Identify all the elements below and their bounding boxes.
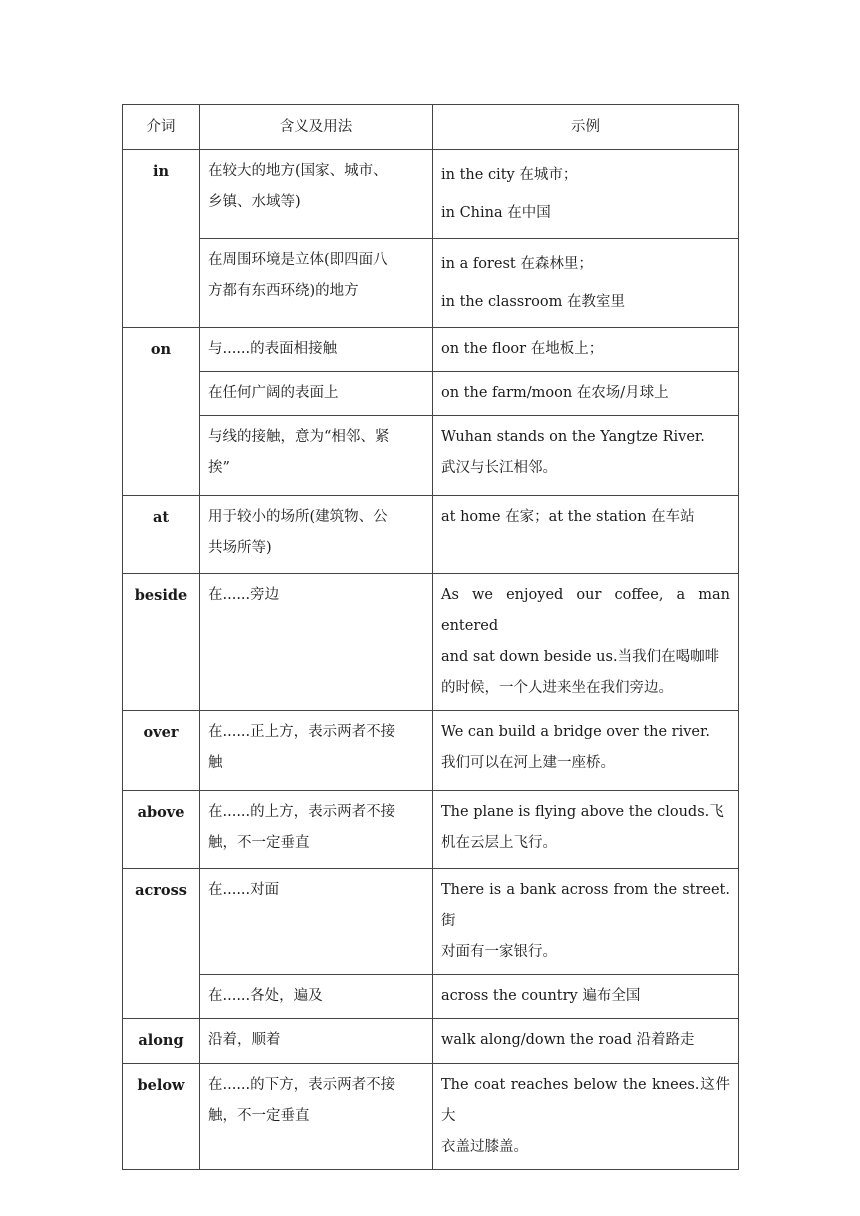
meaning-line: 与线的接触，意为“相邻、紧	[208, 429, 390, 445]
example-line: 我们可以在河上建一座桥。	[441, 755, 615, 771]
header-example: 示例	[433, 105, 739, 150]
example-cell	[433, 869, 739, 975]
table-body	[123, 150, 739, 1170]
meaning-cell	[200, 1019, 433, 1064]
example-cell	[433, 711, 739, 791]
meaning-line: 在任何广阔的表面上	[208, 385, 339, 401]
preposition-cell: below	[123, 1064, 200, 1170]
meaning-line: 在......的下方，表示两者不接	[208, 1077, 396, 1093]
example-line: The plane is flying above the clouds.飞	[441, 804, 724, 820]
table-row	[123, 1064, 739, 1170]
table-row	[123, 975, 739, 1019]
header-word: 介词	[123, 105, 200, 150]
example-line: on the floor 在地板上；	[441, 341, 604, 357]
preposition-cell: in	[123, 150, 200, 328]
meaning-line: 触	[208, 755, 223, 771]
example-line: 对面有一家银行。	[441, 944, 557, 960]
meaning-cell	[200, 150, 433, 239]
example-line: The coat reaches below the knees.这件大	[441, 1077, 730, 1124]
table-row	[123, 574, 739, 711]
meaning-cell	[200, 1064, 433, 1170]
table-row	[123, 372, 739, 416]
example-cell	[433, 791, 739, 869]
example-line: 机在云层上飞行。	[441, 835, 557, 851]
example-line: Wuhan stands on the Yangtze River.	[441, 429, 705, 445]
preposition-table	[122, 104, 739, 1170]
meaning-line: 沿着，顺着	[208, 1032, 281, 1048]
example-line: in a forest 在森林里；	[441, 256, 593, 272]
meaning-line: 挨”	[208, 460, 230, 476]
meaning-cell	[200, 416, 433, 496]
meaning-line: 在......旁边	[208, 587, 280, 603]
example-cell	[433, 1064, 739, 1170]
meaning-line: 乡镇、水域等)	[208, 194, 301, 210]
example-line: 衣盖过膝盖。	[441, 1139, 528, 1155]
example-line: in the classroom 在教室里	[441, 294, 625, 310]
meaning-line: 在较大的地方(国家、城市、	[208, 163, 388, 179]
meaning-cell	[200, 496, 433, 574]
meaning-cell	[200, 328, 433, 372]
header-row	[123, 105, 739, 150]
example-line: walk along/down the road 沿着路走	[441, 1032, 695, 1048]
example-cell	[433, 372, 739, 416]
example-line: in China 在中国	[441, 205, 551, 221]
example-line: 武汉与长江相邻。	[441, 460, 557, 476]
example-cell	[433, 416, 739, 496]
table-row	[123, 416, 739, 496]
meaning-line: 方都有东西环绕)的地方	[208, 283, 359, 299]
preposition-cell: along	[123, 1019, 200, 1064]
example-cell	[433, 150, 739, 239]
table-row	[123, 239, 739, 328]
table-row	[123, 496, 739, 574]
table-row	[123, 150, 739, 239]
meaning-line: 在......正上方，表示两者不接	[208, 724, 396, 740]
meaning-line: 在......的上方，表示两者不接	[208, 804, 396, 820]
example-line: at home 在家；at the station 在车站	[441, 509, 695, 525]
example-cell	[433, 328, 739, 372]
meaning-line: 在周围环境是立体(即四面八	[208, 252, 388, 268]
meaning-line: 与......的表面相接触	[208, 341, 338, 357]
meaning-line: 用于较小的场所(建筑物、公	[208, 509, 388, 525]
example-cell	[433, 496, 739, 574]
header-meaning: 含义及用法	[200, 105, 433, 150]
preposition-cell: across	[123, 869, 200, 1019]
meaning-cell	[200, 711, 433, 791]
preposition-cell: beside	[123, 574, 200, 711]
example-line: As we enjoyed our coffee, a man entered	[441, 587, 730, 634]
example-cell	[433, 1019, 739, 1064]
preposition-cell: on	[123, 328, 200, 496]
meaning-line: 触，不一定垂直	[208, 1108, 310, 1124]
meaning-line: 触，不一定垂直	[208, 835, 310, 851]
table-row	[123, 869, 739, 975]
example-cell	[433, 239, 739, 328]
meaning-cell	[200, 791, 433, 869]
preposition-cell: above	[123, 791, 200, 869]
table-row	[123, 711, 739, 791]
example-line: We can build a bridge over the river.	[441, 724, 710, 740]
meaning-line: 共场所等)	[208, 540, 272, 556]
meaning-cell	[200, 574, 433, 711]
example-line: There is a bank across from the street.街	[441, 882, 730, 929]
meaning-cell	[200, 372, 433, 416]
table-row	[123, 791, 739, 869]
meaning-line: 在......各处，遍及	[208, 988, 323, 1004]
meaning-line: 在......对面	[208, 882, 280, 898]
meaning-cell	[200, 975, 433, 1019]
example-line: on the farm/moon 在农场/月球上	[441, 385, 669, 401]
table-row	[123, 1019, 739, 1064]
table-row	[123, 328, 739, 372]
example-line: across the country 遍布全国	[441, 988, 641, 1004]
example-line: 的时候，一个人进来坐在我们旁边。	[441, 680, 673, 696]
meaning-cell	[200, 239, 433, 328]
meaning-cell	[200, 869, 433, 975]
preposition-cell: at	[123, 496, 200, 574]
preposition-cell: over	[123, 711, 200, 791]
example-cell	[433, 975, 739, 1019]
example-line: in the city 在城市；	[441, 167, 578, 183]
example-cell	[433, 574, 739, 711]
example-line: and sat down beside us.当我们在喝咖啡	[441, 649, 720, 665]
